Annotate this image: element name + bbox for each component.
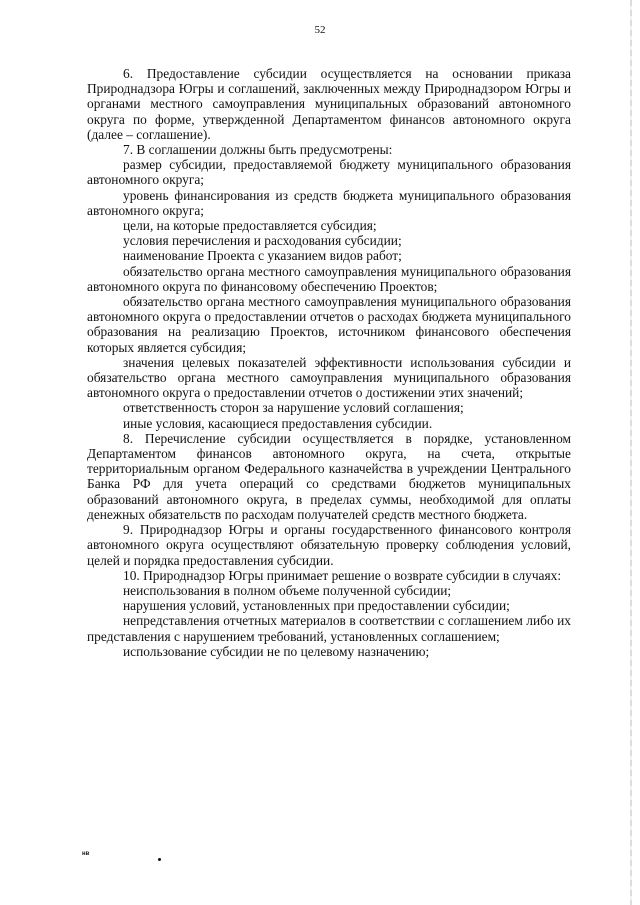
list-item: обязательство органа местного самоуправления муниципального образования автономного округа о предоставлении отчетов о расходах бюджета муниципального образования на реализацию Проектов, источником финансового обеспечения которых является субсидия; xyxy=(87,294,571,355)
list-item: использование субсидии не по целевому назначению; xyxy=(123,643,430,659)
paragraph-9: 9. Природнадзор Югры и органы государственного финансового контроля автономного округа осуществляют обязательную проверку соблюдения условий, целей и порядка предоставления субсидии. xyxy=(87,522,571,568)
list-item: нарушения условий, установленных при предоставлении субсидии; xyxy=(123,598,510,614)
scan-speck xyxy=(158,858,161,861)
list-item: размер субсидии, предоставляемой бюджету муниципального образования автономного округа; xyxy=(87,157,571,188)
scan-edge xyxy=(630,0,632,905)
list-item: уровень финансирования из средств бюджета муниципального образования автономного округа; xyxy=(87,187,571,218)
list-item: непредставления отчетных материалов в соответствии с соглашением либо их представления с нарушением требований, установленных соглашением; xyxy=(87,613,571,644)
list-item: значения целевых показателей эффективности использования субсидии и обязательство органа местного самоуправления муниципального образования автономного округа о предоставлении отчетов о достижении этих значений; xyxy=(87,354,571,401)
paragraph-8: 8. Перечисление субсидии осуществляется в порядке, установленном Департаментом финансов автономного округа, на счета, открытые территориальным органом Федерального казначейства в учреждении Центрального Банка РФ для учета операций со средствами бюджетов муниципальных образований автономного округа, в пределах суммы, необходимой для оплаты денежных обязательств по расходам получателей средств местного бюджета. xyxy=(87,430,571,522)
list-item: обязательство органа местного самоуправления муниципального образования автономного округа по финансовому обеспечению Проектов; xyxy=(87,263,571,294)
document-body xyxy=(87,66,571,659)
list-item: наименование Проекта с указанием видов работ; xyxy=(123,248,402,264)
list-item: цели, на которые предоставляется субсидия; xyxy=(123,218,377,234)
paragraph-6: 6. Предоставление субсидии осуществляется на основании приказа Природнадзора Югры и соглашений, заключенных между Природнадзором Югры и органами местного самоуправления муниципальных образований автономного округа по форме, утвержденной Департаментом финансов автономного округа (далее – соглашение). xyxy=(87,66,571,142)
list-item: условия перечисления и расходования субсидии; xyxy=(123,233,402,249)
list-item: неиспользования в полном объеме полученной субсидии; xyxy=(123,582,452,598)
page-number: 52 xyxy=(314,24,326,36)
paragraph-7: 7. В соглашении должны быть предусмотрены: xyxy=(123,142,393,158)
footer-mark: нв xyxy=(82,851,90,857)
list-item: ответственность сторон за нарушение условий соглашения; xyxy=(123,400,464,416)
paragraph-10: 10. Природнадзор Югры принимает решение о возврате субсидии в случаях: xyxy=(123,567,562,583)
list-item: иные условия, касающиеся предоставления субсидии. xyxy=(123,415,433,431)
